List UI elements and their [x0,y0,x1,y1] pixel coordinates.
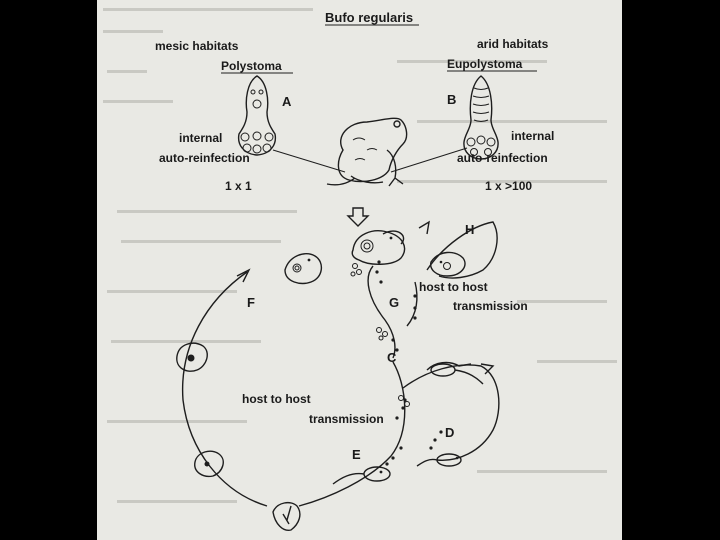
oncomiracidium-drawing [177,343,207,371]
stage-letter-a: A [282,94,292,109]
left-habitat-label: mesic habitats [155,39,239,53]
stage-letter-b: B [447,92,457,107]
stage-letter-g: G [389,295,400,310]
eupolystoma-adult-drawing [464,76,498,159]
stage-letter-h: H [465,222,475,237]
upper-transmission-line1: host to host [419,280,488,294]
outer-loop-arrowhead [237,270,249,282]
d-cycle-loop [403,365,499,460]
hollow-down-arrow [348,208,368,226]
bottom-larva-drawing [273,503,300,531]
left-process-label-line1: internal [179,131,223,145]
stage-letter-e: E [352,447,361,462]
egg-clusters [351,264,410,407]
h-loop-arrowhead [419,222,429,234]
background-text-bleed [103,8,617,503]
lower-transmission-line2: transmission [309,412,384,426]
stage-letter-d: D [445,425,455,440]
right-ratio-label: 1 x >100 [485,179,533,193]
h-larva-drawing [431,252,465,276]
f-stage-drawing [285,254,321,284]
diagram-title: Bufo regularis [325,10,414,25]
left-ratio-label: 1 x 1 [225,179,252,193]
tadpole-stage-drawing [352,231,404,264]
outer-cycle-loop [183,272,405,506]
polystoma-adult-drawing [239,76,276,155]
lower-oncomiracidium-drawing [195,451,224,476]
upper-transmission-line2: transmission [453,299,528,313]
right-pointer-line [391,148,467,172]
stage-letter-f: F [247,295,255,310]
d-loop-arrowhead [481,364,493,374]
right-habitat-label: arid habitats [477,37,549,51]
e-stage-drawing [333,467,390,484]
left-parasite-label: Polystoma [221,59,282,73]
life-cycle-diagram [97,0,622,540]
g-cycle-loop [368,266,395,358]
right-process-label-line2: auto-reinfection [457,151,548,165]
right-process-label-line1: internal [511,129,555,143]
right-parasite-label: Eupolystoma [447,57,523,71]
lower-transmission-line1: host to host [242,392,311,406]
scanned-page [97,0,622,540]
left-process-label-line2: auto-reinfection [159,151,250,165]
stage-letter-c: C [387,350,397,365]
left-pointer-line [273,150,345,172]
toad-host-drawing [327,118,407,186]
